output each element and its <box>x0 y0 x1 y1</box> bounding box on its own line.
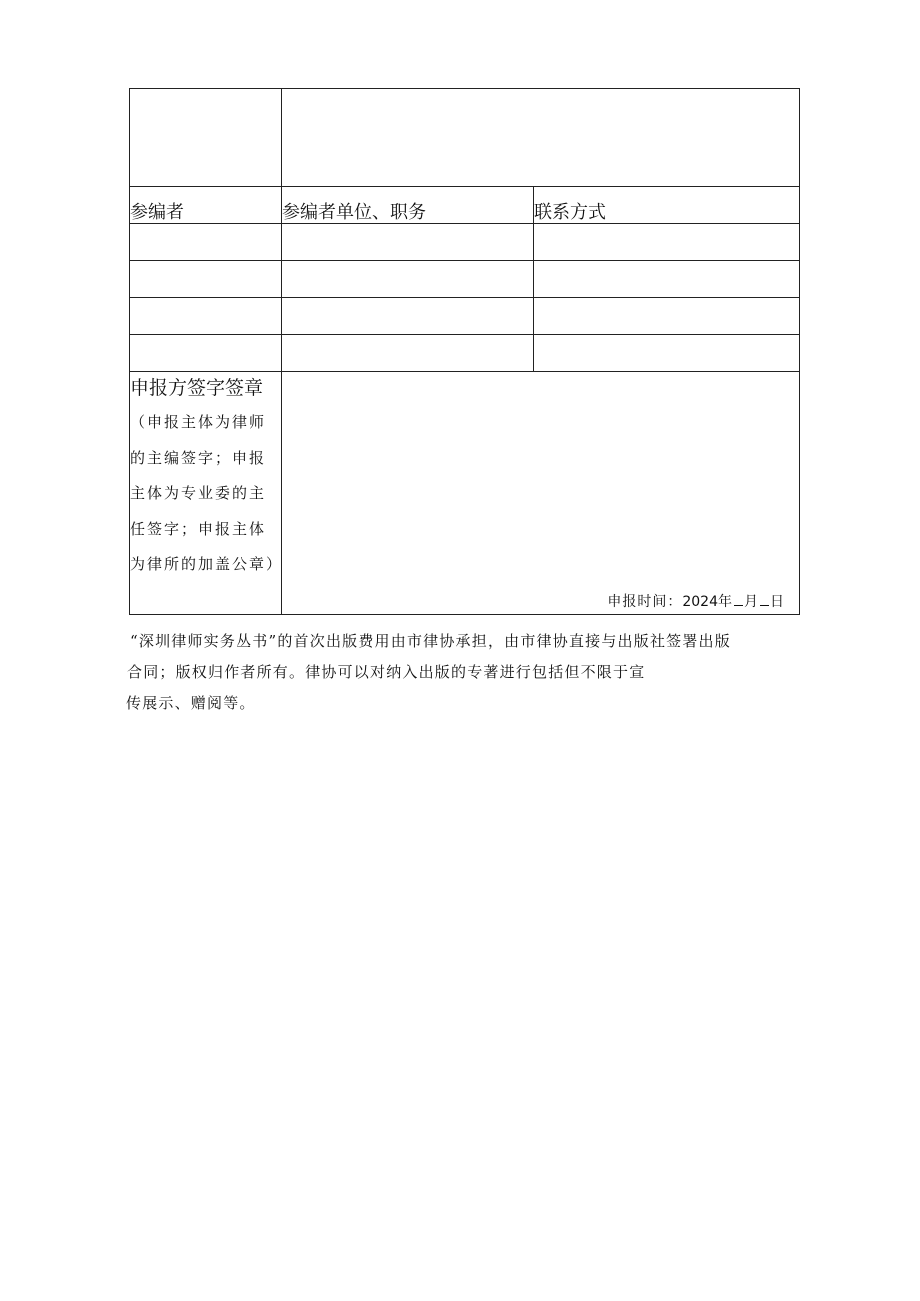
table-row <box>130 298 800 335</box>
contributor-cell[interactable] <box>130 298 282 335</box>
table-row <box>130 224 800 261</box>
signature-area[interactable] <box>282 372 800 615</box>
form-top-row <box>130 89 800 187</box>
month-blank[interactable] <box>734 593 743 606</box>
contributor-cell[interactable] <box>130 335 282 372</box>
contributors-header-row <box>130 187 800 224</box>
note-line-3: 传展示、赠阅等。 <box>126 694 256 712</box>
date-year: 2024 <box>682 594 718 610</box>
signature-row <box>130 372 800 615</box>
day-blank[interactable] <box>760 593 769 606</box>
unit-position-cell[interactable] <box>282 335 534 372</box>
contributor-cell[interactable] <box>130 224 282 261</box>
signature-label-cell <box>130 372 282 615</box>
contact-cell[interactable] <box>534 261 800 298</box>
month-suffix: 月 <box>744 594 759 610</box>
header-contact: 联系方式 <box>534 187 800 224</box>
unit-position-cell[interactable] <box>282 261 534 298</box>
application-form-table <box>129 88 800 615</box>
header-contributor: 参编者 <box>130 187 282 224</box>
date-prefix: 申报时间： <box>607 594 683 610</box>
note-line-1: “深圳律师实务丛书”的首次出版费用由市律协承担，由市律协直接与出版社签署出版 <box>130 632 731 650</box>
signature-note: （申报主体为律师的主编签字；申报主体为专业委的主任签字；申报主体为律所的加盖公章） <box>130 413 284 573</box>
unit-position-cell[interactable] <box>282 224 534 261</box>
publication-note <box>126 626 806 719</box>
contact-cell[interactable] <box>534 298 800 335</box>
unit-position-cell[interactable] <box>282 298 534 335</box>
contributor-cell[interactable] <box>130 261 282 298</box>
day-suffix: 日 <box>770 594 785 610</box>
table-row <box>130 335 800 372</box>
contact-cell[interactable] <box>534 224 800 261</box>
top-right-cell <box>282 89 800 187</box>
contact-cell[interactable] <box>534 335 800 372</box>
top-left-cell <box>130 89 282 187</box>
year-suffix: 年 <box>718 594 733 610</box>
header-contributor-unit-position: 参编者单位、职务 <box>282 187 534 224</box>
application-date <box>607 593 785 611</box>
signature-title: 申报方签字签章 <box>130 377 264 399</box>
note-line-2: 合同；版权归作者所有。律协可以对纳入出版的专著进行包括但不限于宣 <box>127 663 646 681</box>
table-row <box>130 261 800 298</box>
